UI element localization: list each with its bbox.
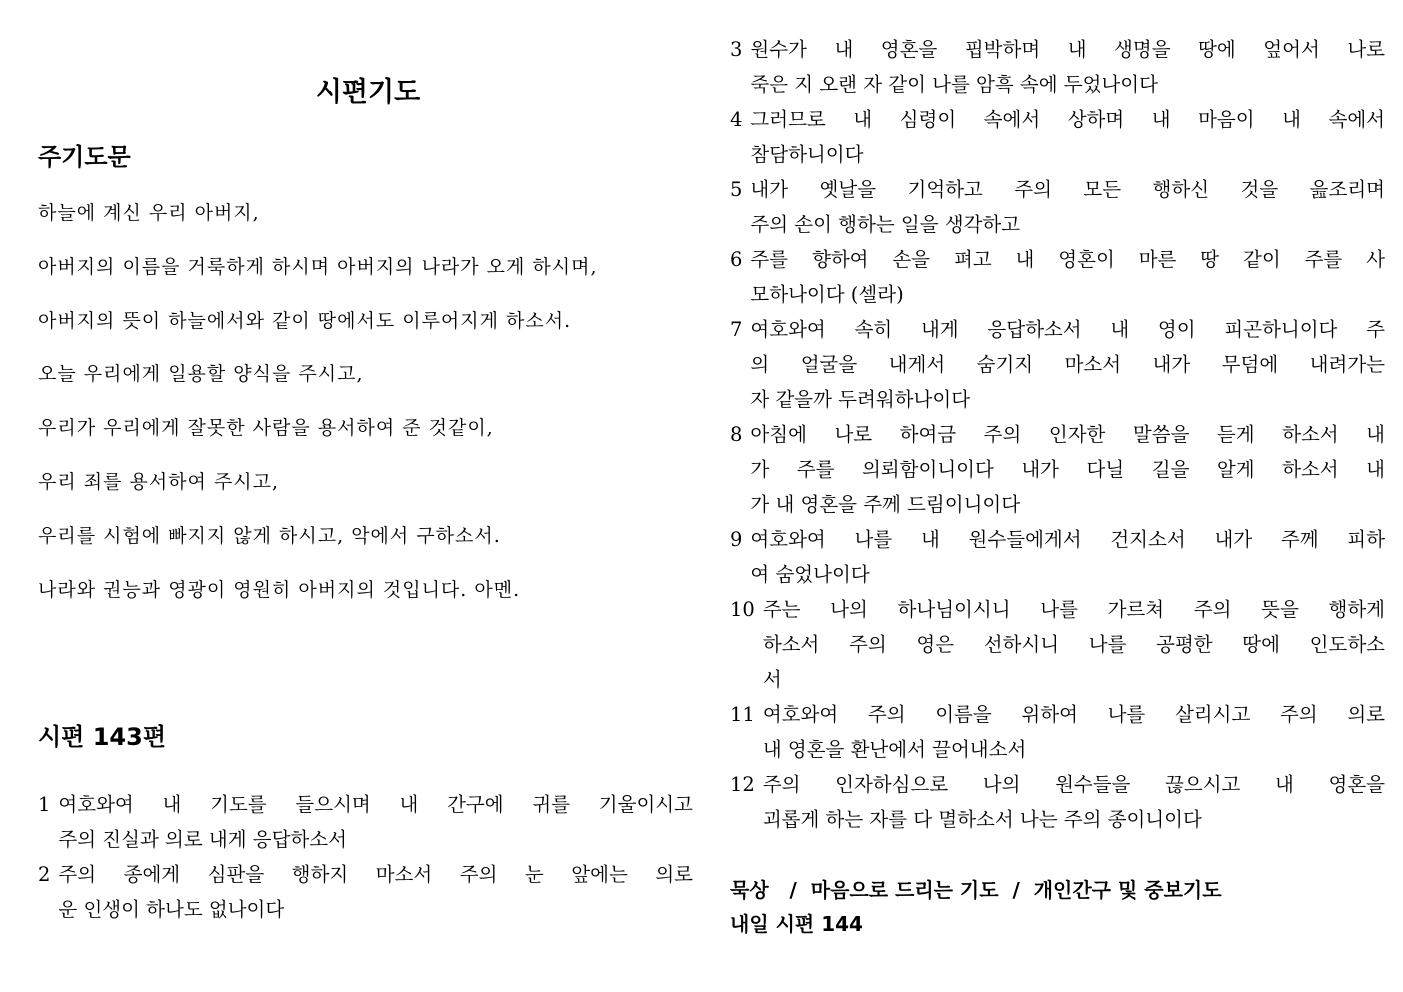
verse-number: 11 [730,703,755,726]
verse-number: 5 [730,178,743,201]
psalm-verse-5 [730,172,1385,242]
verse-line: 주의 인자하심으로 나의 원수들을 끊으시고 내 영혼을 [762,773,1385,796]
prayer-line: 우리가 우리에게 잘못한 사람을 용서하여 준 것같이, [38,417,494,439]
verse-line: 여호와여 나를 내 원수들에게서 건지소서 내가 주께 피하 [750,528,1385,551]
verse-number: 4 [730,108,743,131]
verse-number: 12 [730,773,755,796]
verse-line: 의 얼굴을 내게서 숨기지 마소서 내가 무덤에 내려가는 [750,353,1385,376]
meditation-guide: 묵상 / 마음으로 드리는 기도 / 개인간구 및 중보기도 [730,878,1222,902]
psalm-verse-2 [38,857,693,927]
verse-line: 주는 나의 하나님이시니 나를 가르쳐 주의 뜻을 행하게 [762,598,1385,621]
verse-line: 죽은 지 오랜 자 같이 나를 암흑 속에 두었나이다 [750,73,1158,96]
verse-line: 가 내 영혼을 주께 드림이니이다 [750,493,1021,516]
verse-line: 원수가 내 영혼을 핍박하며 내 생명을 땅에 엎어서 나로 [750,38,1385,61]
psalm-verse-7 [730,312,1385,417]
verse-line: 여호와여 내 기도를 들으시며 내 간구에 귀를 기울이시고 [58,793,693,816]
verse-number: 3 [730,38,743,61]
verse-line: 그러므로 내 심령이 속에서 상하며 내 마음이 내 속에서 [750,108,1385,131]
psalm-verse-3 [730,32,1385,102]
verse-number: 10 [730,598,755,621]
psalm-verse-1 [38,787,693,857]
prayer-line: 우리를 시험에 빠지지 않게 하시고, 악에서 구하소서. [38,525,501,547]
verse-number: 9 [730,528,743,551]
prayer-line: 우리 죄를 용서하여 주시고, [38,471,280,493]
verse-line: 여호와여 주의 이름을 위하여 나를 살리시고 주의 의로 [762,703,1385,726]
psalm-verse-11 [730,697,1385,767]
verse-number: 8 [730,423,743,446]
next-psalm-note: 내일 시편 144 [730,912,863,936]
psalm-verse-10 [730,592,1385,697]
verse-line: 주를 향하여 손을 펴고 내 영혼이 마른 땅 같이 주를 사 [750,248,1385,271]
verse-line: 참담하니이다 [750,143,864,166]
psalm-verse-6 [730,242,1385,312]
lords-prayer-heading: 주기도문 [38,143,131,171]
verse-number: 2 [38,863,51,886]
verse-line: 내가 옛날을 기억하고 주의 모든 행하신 것을 읊조리며 [750,178,1385,201]
psalm-heading: 시편 143편 [38,723,167,751]
verse-number: 1 [38,793,51,816]
verse-line: 아침에 나로 하여금 주의 인자한 말씀을 듣게 하소서 내 [750,423,1385,446]
verse-line: 주의 진실과 의로 내게 응답하소서 [58,828,347,851]
verse-line: 운 인생이 하나도 없나이다 [58,898,285,921]
verse-line: 서 [762,668,782,691]
verse-line: 가 주를 의뢰함이니이다 내가 다닐 길을 알게 하소서 내 [750,458,1385,481]
verse-line: 괴롭게 하는 자를 다 멸하소서 나는 주의 종이니이다 [762,808,1202,831]
prayer-line: 아버지의 이름을 거룩하게 하시며 아버지의 나라가 오게 하시며, [38,256,598,278]
verse-line: 모하나이다 (셀라) [750,283,904,306]
psalm-verse-8 [730,417,1385,522]
verse-line: 주의 종에게 심판을 행하지 마소서 주의 눈 앞에는 의로 [58,863,693,886]
verse-line: 하소서 주의 영은 선하시니 나를 공평한 땅에 인도하소 [762,633,1385,656]
verse-line: 자 같을까 두려워하나이다 [750,388,971,411]
prayer-line: 하늘에 계신 우리 아버지, [38,202,260,224]
psalm-verse-12 [730,767,1385,837]
verse-line: 여 숨었나이다 [750,563,870,586]
prayer-line: 아버지의 뜻이 하늘에서와 같이 땅에서도 이루어지게 하소서. [38,310,572,332]
psalm-verse-4 [730,102,1385,172]
verse-number: 6 [730,248,743,271]
verse-number: 7 [730,318,743,341]
psalm-verse-9 [730,522,1385,592]
verse-line: 내 영혼을 환난에서 끌어내소서 [762,738,1027,761]
prayer-line: 나라와 권능과 영광이 영원히 아버지의 것입니다. 아멘. [38,579,521,601]
verse-line: 여호와여 속히 내게 응답하소서 내 영이 피곤하니이다 주 [750,318,1385,341]
page-title: 시편기도 [315,77,421,108]
verse-line: 주의 손이 행하는 일을 생각하고 [750,213,1021,236]
prayer-line: 오늘 우리에게 일용할 양식을 주시고, [38,363,364,385]
